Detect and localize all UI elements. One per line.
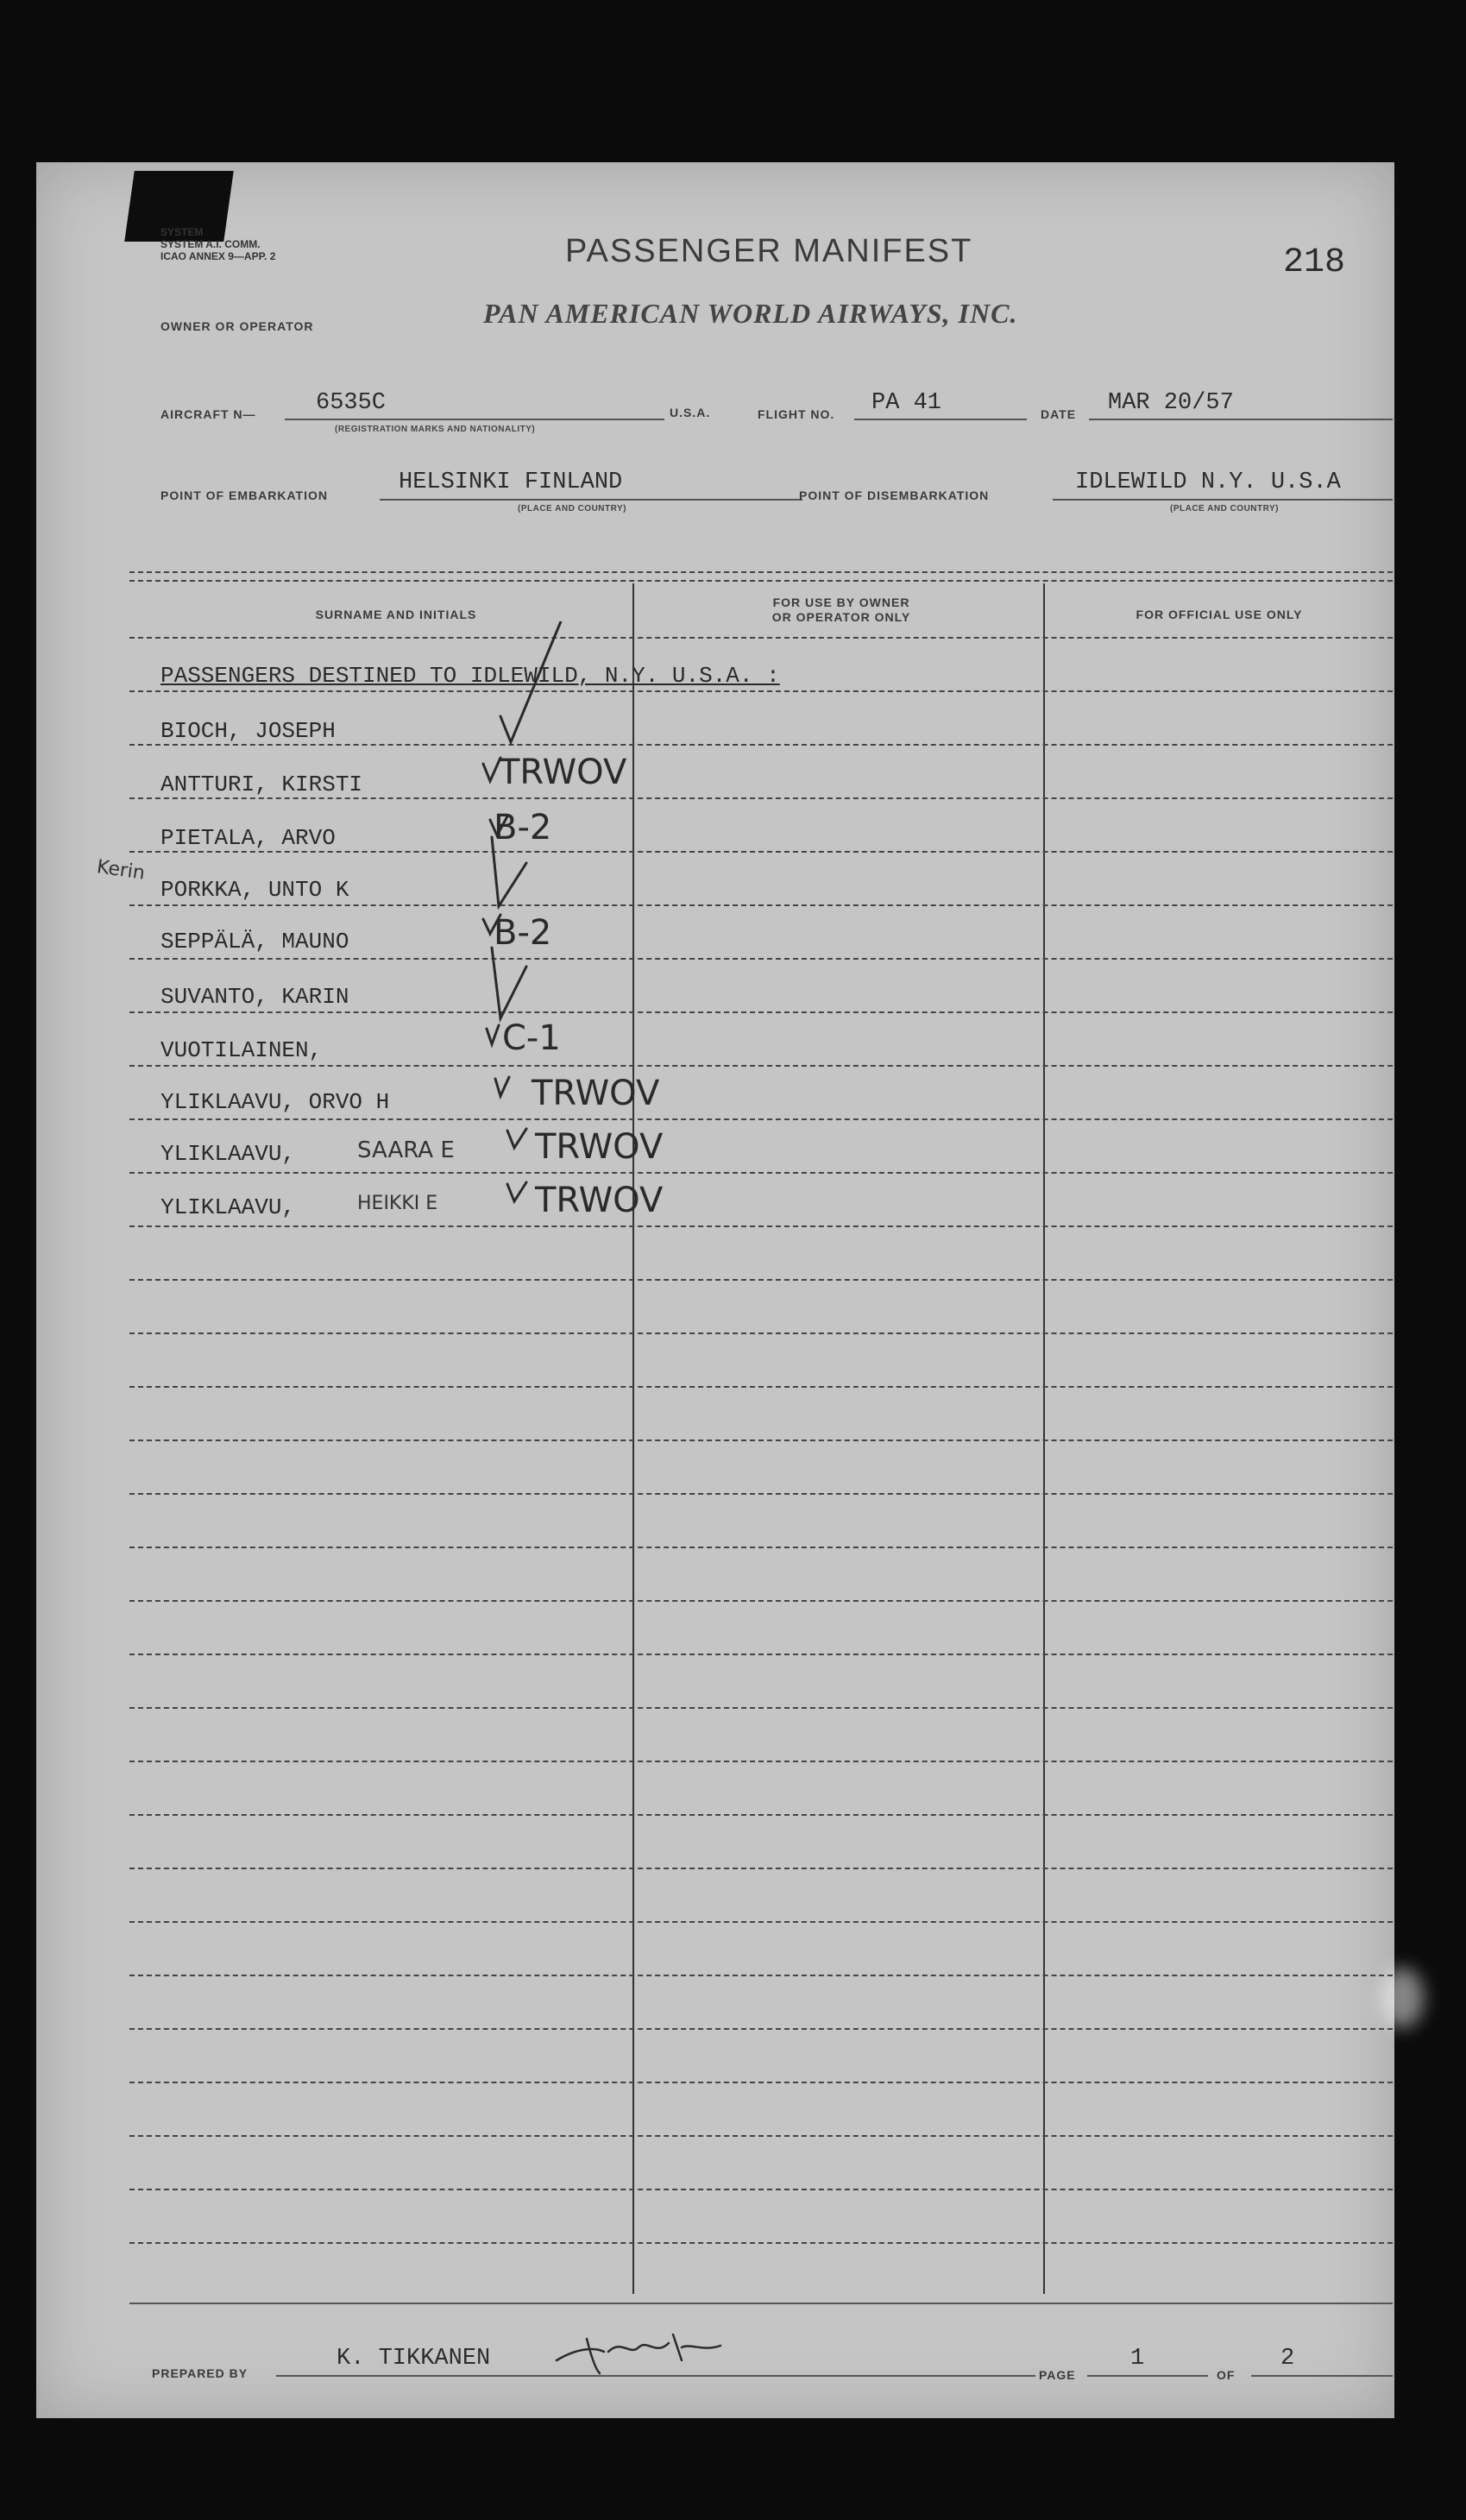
nationality-label: U.S.A. <box>670 406 711 419</box>
row-rule <box>129 1921 1393 1923</box>
passenger-name: VUOTILAINEN, <box>160 1037 323 1063</box>
passenger-name: BIOCH, JOSEPH <box>160 718 336 744</box>
page-underline <box>1087 2375 1208 2377</box>
row-rule <box>129 1118 1393 1120</box>
check-mark-icon <box>492 837 526 906</box>
page-value: 1 <box>1130 2346 1145 2372</box>
passenger-name: YLIKLAAVU, <box>160 1194 296 1220</box>
inspection-mark: TRWOV <box>532 1074 660 1113</box>
date-underline <box>1089 419 1393 420</box>
inspection-mark: B-2 <box>494 913 552 953</box>
row-rule <box>129 1600 1393 1602</box>
passenger-heading-row: PASSENGERS DESTINED TO IDLEWILD, N.Y. U.S.A. : <box>160 663 780 689</box>
row-rule <box>129 2135 1393 2137</box>
prepared-by-value: K. TIKKANEN <box>337 2346 491 2372</box>
row-rule <box>129 744 1393 746</box>
passenger-name: PIETALA, ARVO <box>160 825 336 851</box>
check-mark-icon <box>492 948 526 1018</box>
table-top-rule-2 <box>129 580 1393 582</box>
row-rule <box>129 851 1393 853</box>
handwritten-initials: HEIKKI E <box>357 1193 438 1214</box>
embarkation-underline <box>380 499 802 501</box>
glare-spot <box>1381 1968 1424 2028</box>
row-rule <box>129 904 1393 906</box>
check-marks <box>466 621 639 1243</box>
date-label: DATE <box>1041 407 1077 421</box>
column-header-owner: FOR USE BY OWNER OR OPERATOR ONLY <box>771 595 911 624</box>
column-header-official: FOR OFFICIAL USE ONLY <box>1136 608 1303 621</box>
row-rule <box>129 797 1393 799</box>
aircraft-value: 6535C <box>316 390 387 416</box>
form-reference: SYSTEM SYSTEM A.I. COMM. ICAO ANNEX 9—APP. 2 <box>160 226 276 262</box>
flight-value: PA 41 <box>871 390 942 416</box>
registration-caption: (REGISTRATION MARKS AND NATIONALITY) <box>335 425 536 434</box>
passenger-name: PORKKA, UNTO K <box>160 877 349 903</box>
row-rule <box>129 1065 1393 1067</box>
owner-value: PAN AMERICAN WORLD AIRWAYS, INC. <box>483 298 1018 329</box>
of-underline <box>1251 2375 1393 2377</box>
flight-label: FLIGHT NO. <box>758 407 835 421</box>
aircraft-underline <box>285 419 664 420</box>
row-rule <box>129 2189 1393 2190</box>
margin-note: Kerin <box>95 856 147 885</box>
inspection-mark: C-1 <box>502 1018 561 1058</box>
inspection-mark: TRWOV <box>535 1127 664 1167</box>
row-rule <box>129 1547 1393 1548</box>
row-rule <box>129 1332 1393 1334</box>
row-rule <box>129 1172 1393 1174</box>
of-label: OF <box>1217 2368 1236 2382</box>
row-rule <box>129 1975 1393 1976</box>
passenger-name: YLIKLAAVU, ORVO H <box>160 1089 390 1115</box>
signature-image <box>552 2322 725 2382</box>
disembarkation-caption: (PLACE AND COUNTRY) <box>1170 504 1279 513</box>
inspection-mark: TRWOV <box>499 753 627 792</box>
inspection-mark: B-2 <box>494 808 552 847</box>
passenger-name: SUVANTO, KARIN <box>160 984 349 1010</box>
row-rule <box>129 1011 1393 1013</box>
embarkation-label: POINT OF EMBARKATION <box>160 488 328 502</box>
row-rule <box>129 1493 1393 1495</box>
page-number-stamp: 218 <box>1283 243 1346 282</box>
disembarkation-underline <box>1053 499 1393 501</box>
row-rule <box>129 1868 1393 1869</box>
passenger-name: ANTTURI, KIRSTI <box>160 772 363 797</box>
inspection-mark: TRWOV <box>535 1181 664 1220</box>
row-rule <box>129 1279 1393 1281</box>
embarkation-caption: (PLACE AND COUNTRY) <box>518 504 626 513</box>
passenger-name: YLIKLAAVU, <box>160 1141 296 1167</box>
row-rule <box>129 1386 1393 1388</box>
row-rule <box>129 2082 1393 2083</box>
column-header-surname: SURNAME AND INITIALS <box>315 608 477 621</box>
passenger-name: SEPPÄLÄ, MAUNO <box>160 929 349 954</box>
footer-rule <box>129 2303 1393 2304</box>
of-value: 2 <box>1280 2346 1295 2372</box>
row-rule <box>129 1707 1393 1709</box>
row-rule <box>129 637 1393 639</box>
embarkation-value: HELSINKI FINLAND <box>399 469 623 495</box>
handwritten-initials: SAARA E <box>357 1137 455 1163</box>
page-title: PASSENGER MANIFEST <box>565 233 973 269</box>
prepared-by-label: PREPARED BY <box>152 2366 249 2380</box>
row-rule <box>129 958 1393 960</box>
column-divider-2 <box>1043 583 1045 2294</box>
disembarkation-label: POINT OF DISEMBARKATION <box>799 488 990 502</box>
page-label: PAGE <box>1039 2368 1076 2382</box>
row-rule <box>129 1440 1393 1441</box>
flight-underline <box>854 419 1027 420</box>
table-top-rule <box>129 571 1393 573</box>
owner-label: OWNER OR OPERATOR <box>160 319 314 333</box>
row-rule <box>129 2028 1393 2030</box>
row-rule <box>129 1814 1393 1816</box>
disembarkation-value: IDLEWILD N.Y. U.S.A <box>1075 469 1341 495</box>
row-rule <box>129 2242 1393 2244</box>
date-value: MAR 20/57 <box>1108 390 1234 416</box>
aircraft-label: AIRCRAFT N— <box>160 407 256 421</box>
row-rule <box>129 690 1393 692</box>
check-mark-icon <box>500 621 561 742</box>
row-rule <box>129 1654 1393 1655</box>
row-rule <box>129 1761 1393 1762</box>
row-rule <box>129 1225 1393 1227</box>
